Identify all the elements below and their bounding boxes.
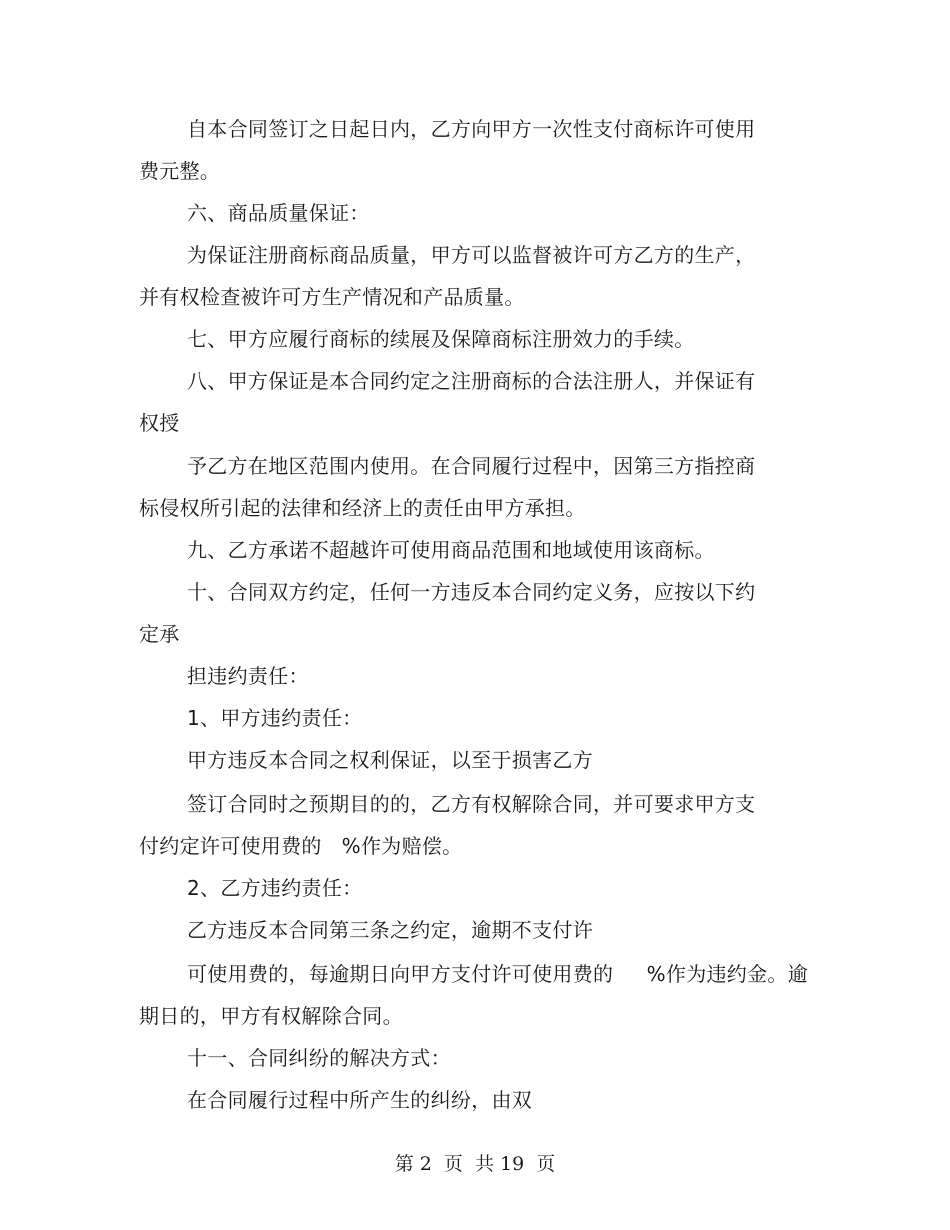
- section-heading: 八、甲方保证是本合同约定之注册商标的合法注册人，并保证有: [187, 369, 756, 393]
- paragraph-line: 担违约责任：: [187, 664, 309, 688]
- subsection-heading: 2、乙方违约责任：: [187, 876, 363, 900]
- section-heading: 十、合同双方约定，任何一方违反本合同约定义务，应按以下约: [187, 580, 756, 604]
- paragraph-line: 甲方违反本合同之权利保证，以至于损害乙方: [187, 748, 593, 772]
- subsection-heading: 1、甲方违约责任：: [187, 706, 363, 730]
- section-heading: 十一、合同纠纷的解决方式：: [187, 1046, 451, 1070]
- paragraph-line: 为保证注册商标商品质量，甲方可以监督被许可方乙方的生产，: [187, 243, 756, 267]
- paragraph-line: 可使用费的，每逾期日向甲方支付许可使用费的 %作为违约金。逾: [187, 962, 808, 986]
- paragraph-line: 签订合同时之预期目的的，乙方有权解除合同，并可要求甲方支: [187, 792, 756, 816]
- section-heading: 九、乙方承诺不超越许可使用商品范围和地域使用该商标。: [187, 538, 715, 562]
- paragraph-line: 标侵权所引起的法律和经济上的责任由甲方承担。: [139, 496, 586, 520]
- paragraph-line: 付约定许可使用费的 %作为赔偿。: [139, 834, 463, 858]
- section-heading: 七、甲方应履行商标的续展及保障商标注册效力的手续。: [187, 327, 695, 351]
- paragraph-line: 期日的，甲方有权解除合同。: [139, 1004, 403, 1028]
- paragraph-line: 定承: [139, 622, 180, 646]
- paragraph-line: 乙方违反本合同第三条之约定，逾期不支付许: [187, 918, 593, 942]
- paragraph-line: 在合同履行过程中所产生的纠纷，由双: [187, 1088, 533, 1112]
- paragraph-line: 并有权检查被许可方生产情况和产品质量。: [139, 285, 525, 309]
- paragraph-line: 予乙方在地区范围内使用。在合同履行过程中，因第三方指控商: [187, 454, 756, 478]
- paragraph-line: 费元整。: [139, 159, 221, 183]
- paragraph-line: 权授: [139, 411, 180, 435]
- paragraph-line: 自本合同签订之日起日内，乙方向甲方一次性支付商标许可使用: [187, 117, 756, 141]
- section-heading: 六、商品质量保证：: [187, 201, 370, 225]
- page-number-footer: 第 2 页 共 19 页: [394, 1153, 556, 1175]
